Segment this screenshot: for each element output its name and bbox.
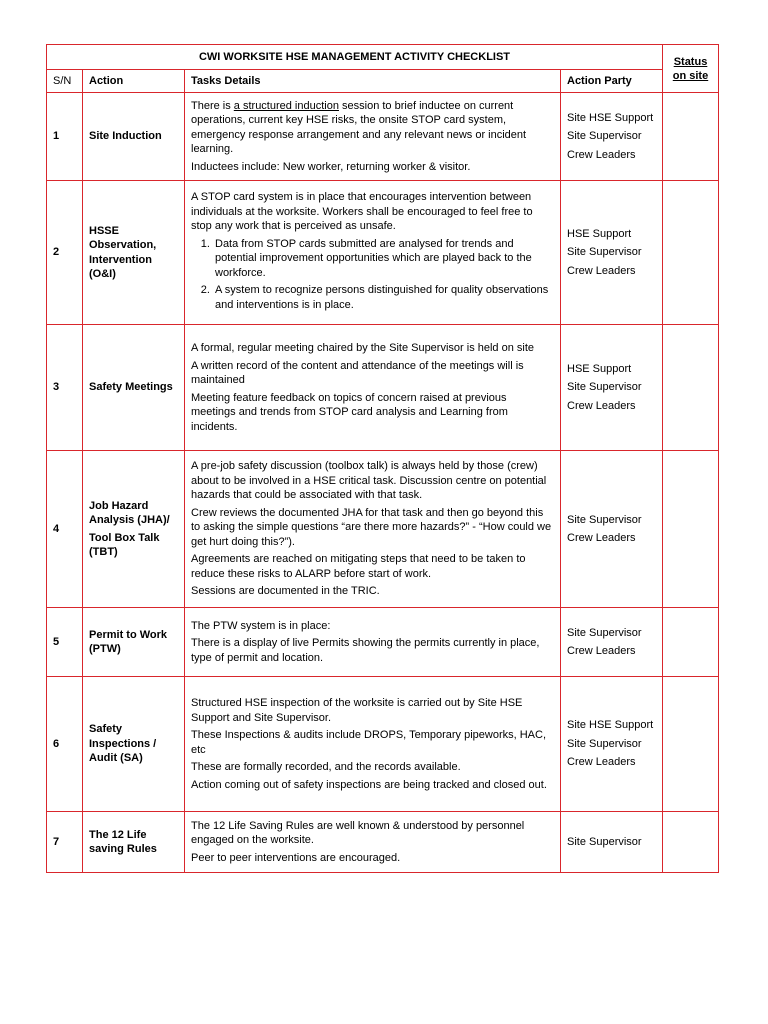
party-item: Site Supervisor	[567, 513, 642, 526]
task-paragraph: There is a display of live Permits showing the permits currently in place, type of permit and location.	[191, 637, 540, 664]
row-number: 1	[47, 93, 83, 181]
action-cell: Permit to Work (PTW)	[83, 608, 185, 677]
party-cell	[561, 93, 663, 181]
task-paragraph: Crew reviews the documented JHA for that task and then go beyond this to asking the simple questions “are there more hazards?” - “How could we get hurt doing this?”).	[191, 506, 552, 548]
party-cell	[561, 812, 663, 873]
task-paragraph: Peer to peer interventions are encouraged.	[191, 851, 401, 864]
party-item: Crew Leaders	[567, 756, 636, 769]
task-paragraph: These are formally recorded, and the records available.	[191, 761, 461, 773]
party-cell	[561, 181, 663, 325]
party-header: Action Party	[561, 70, 663, 93]
party-item: Crew Leaders	[567, 645, 636, 657]
party-cell	[561, 325, 663, 451]
tasks-cell	[185, 451, 561, 608]
table-row	[47, 608, 719, 677]
table-row	[47, 451, 719, 608]
underlined-text: a structured induction	[233, 99, 339, 112]
party-item: HSE Support	[567, 362, 632, 375]
party-item: Site Supervisor	[567, 835, 642, 848]
task-paragraph: Agreements are reached on mitigating steps that need to be taken to reduce these risks to ALARP before start of work.	[191, 553, 526, 580]
row-number: 2	[47, 181, 83, 325]
party-item: Crew Leaders	[567, 264, 636, 277]
action-cell: Site Induction	[83, 93, 185, 181]
task-paragraph: The PTW system is in place:	[191, 619, 331, 632]
status-cell[interactable]	[663, 181, 719, 325]
action-cell: HSSE Observation, Intervention (O&I)	[83, 181, 185, 325]
task-paragraph: Meeting feature feedback on topics of concern raised at previous meetings and trends from STOP card analysis and Learning from incidents.	[191, 391, 508, 433]
party-item: Site Supervisor	[567, 381, 642, 394]
status-cell[interactable]	[663, 451, 719, 608]
list-item: 1. Data from STOP cards submitted are analysed for trends and potential improvement opportunities which are played back to the workforce.	[213, 237, 554, 281]
party-cell	[561, 608, 663, 677]
header-row	[47, 70, 719, 93]
table-row	[47, 812, 719, 873]
tasks-cell	[185, 812, 561, 873]
task-paragraph: Structured HSE inspection of the worksite is carried out by Site HSE Support and Site Supervisor.	[191, 697, 523, 724]
table-row	[47, 325, 719, 451]
party-item: Site Supervisor	[567, 626, 642, 639]
table-row	[47, 677, 719, 812]
status-cell[interactable]	[663, 325, 719, 451]
tasks-cell	[185, 93, 561, 181]
tasks-header: Tasks Details	[185, 70, 561, 93]
task-paragraph: A formal, regular meeting chaired by the Site Supervisor is held on site	[191, 342, 535, 354]
action-header: Action	[83, 70, 185, 93]
row-number: 6	[47, 677, 83, 812]
party-item: Crew Leaders	[567, 148, 636, 161]
table-row	[47, 181, 719, 325]
action-line: Job Hazard Analysis (JHA)/	[89, 499, 170, 526]
status-cell[interactable]	[663, 93, 719, 181]
party-item: Site HSE Support	[567, 719, 654, 732]
task-paragraph: These Inspections & audits include DROPS, Temporary pipeworks, HAC, etc	[191, 729, 547, 756]
table-row	[47, 93, 719, 181]
task-paragraph: Inductees include: New worker, returning worker & visitor.	[191, 160, 471, 173]
hse-checklist-table	[46, 44, 719, 873]
party-item: HSE Support	[567, 227, 632, 240]
action-cell: Safety Inspections / Audit (SA)	[83, 677, 185, 812]
row-number: 4	[47, 451, 83, 608]
task-paragraph: Action coming out of safety inspections are being tracked and closed out.	[191, 778, 547, 791]
tasks-cell	[185, 677, 561, 812]
checklist-title: CWI WORKSITE HSE MANAGEMENT ACTIVITY CHECKLIST	[47, 45, 663, 70]
action-cell: The 12 Life saving Rules	[83, 812, 185, 873]
party-item: Crew Leaders	[567, 399, 636, 412]
party-item: Site Supervisor	[567, 130, 642, 143]
title-row	[47, 45, 719, 70]
tasks-cell	[185, 325, 561, 451]
status-cell[interactable]	[663, 812, 719, 873]
task-paragraph: A written record of the content and attendance of the meetings will is maintained	[191, 359, 524, 386]
status-cell[interactable]	[663, 677, 719, 812]
action-cell	[83, 451, 185, 608]
task-paragraph: Sessions are documented in the TRIC.	[191, 585, 380, 598]
tasks-cell	[185, 608, 561, 677]
status-cell[interactable]	[663, 608, 719, 677]
party-cell	[561, 451, 663, 608]
task-paragraph: The 12 Life Saving Rules are well known & understood by personnel engaged on the worksite.	[191, 819, 525, 847]
action-line: Tool Box Talk (TBT)	[89, 531, 160, 558]
row-number: 7	[47, 812, 83, 873]
sn-header: S/N	[47, 70, 83, 93]
party-item: Site HSE Support	[567, 111, 654, 124]
party-item: Site Supervisor	[567, 246, 642, 259]
tasks-cell	[185, 181, 561, 325]
list-item: 2. A system to recognize persons distinguished for quality observations and interventions is in place.	[213, 283, 554, 312]
party-item: Site Supervisor	[567, 737, 642, 750]
row-number: 3	[47, 325, 83, 451]
task-paragraph: A STOP card system is in place that encourages intervention between individuals at the worksite. Workers shall be encouraged to feel free to stop any work that is perceived as unsafe.	[191, 191, 533, 232]
party-cell	[561, 677, 663, 812]
task-list	[191, 237, 554, 313]
status-on-site-header: Status on site	[663, 45, 719, 93]
task-paragraph: There is a structured induction session to brief inductee on current operations, current key HSE risks, the onsite STOP card system, emergency response arrangement and any relevant news or incident learning.	[191, 99, 527, 156]
party-item: Crew Leaders	[567, 532, 636, 544]
row-number: 5	[47, 608, 83, 677]
task-paragraph: A pre-job safety discussion (toolbox talk) is always held by those (crew) about to be involved in a HSE critical task. Discussion centre on potential hazards that could be associated with that task.	[191, 460, 547, 502]
action-cell: Safety Meetings	[83, 325, 185, 451]
